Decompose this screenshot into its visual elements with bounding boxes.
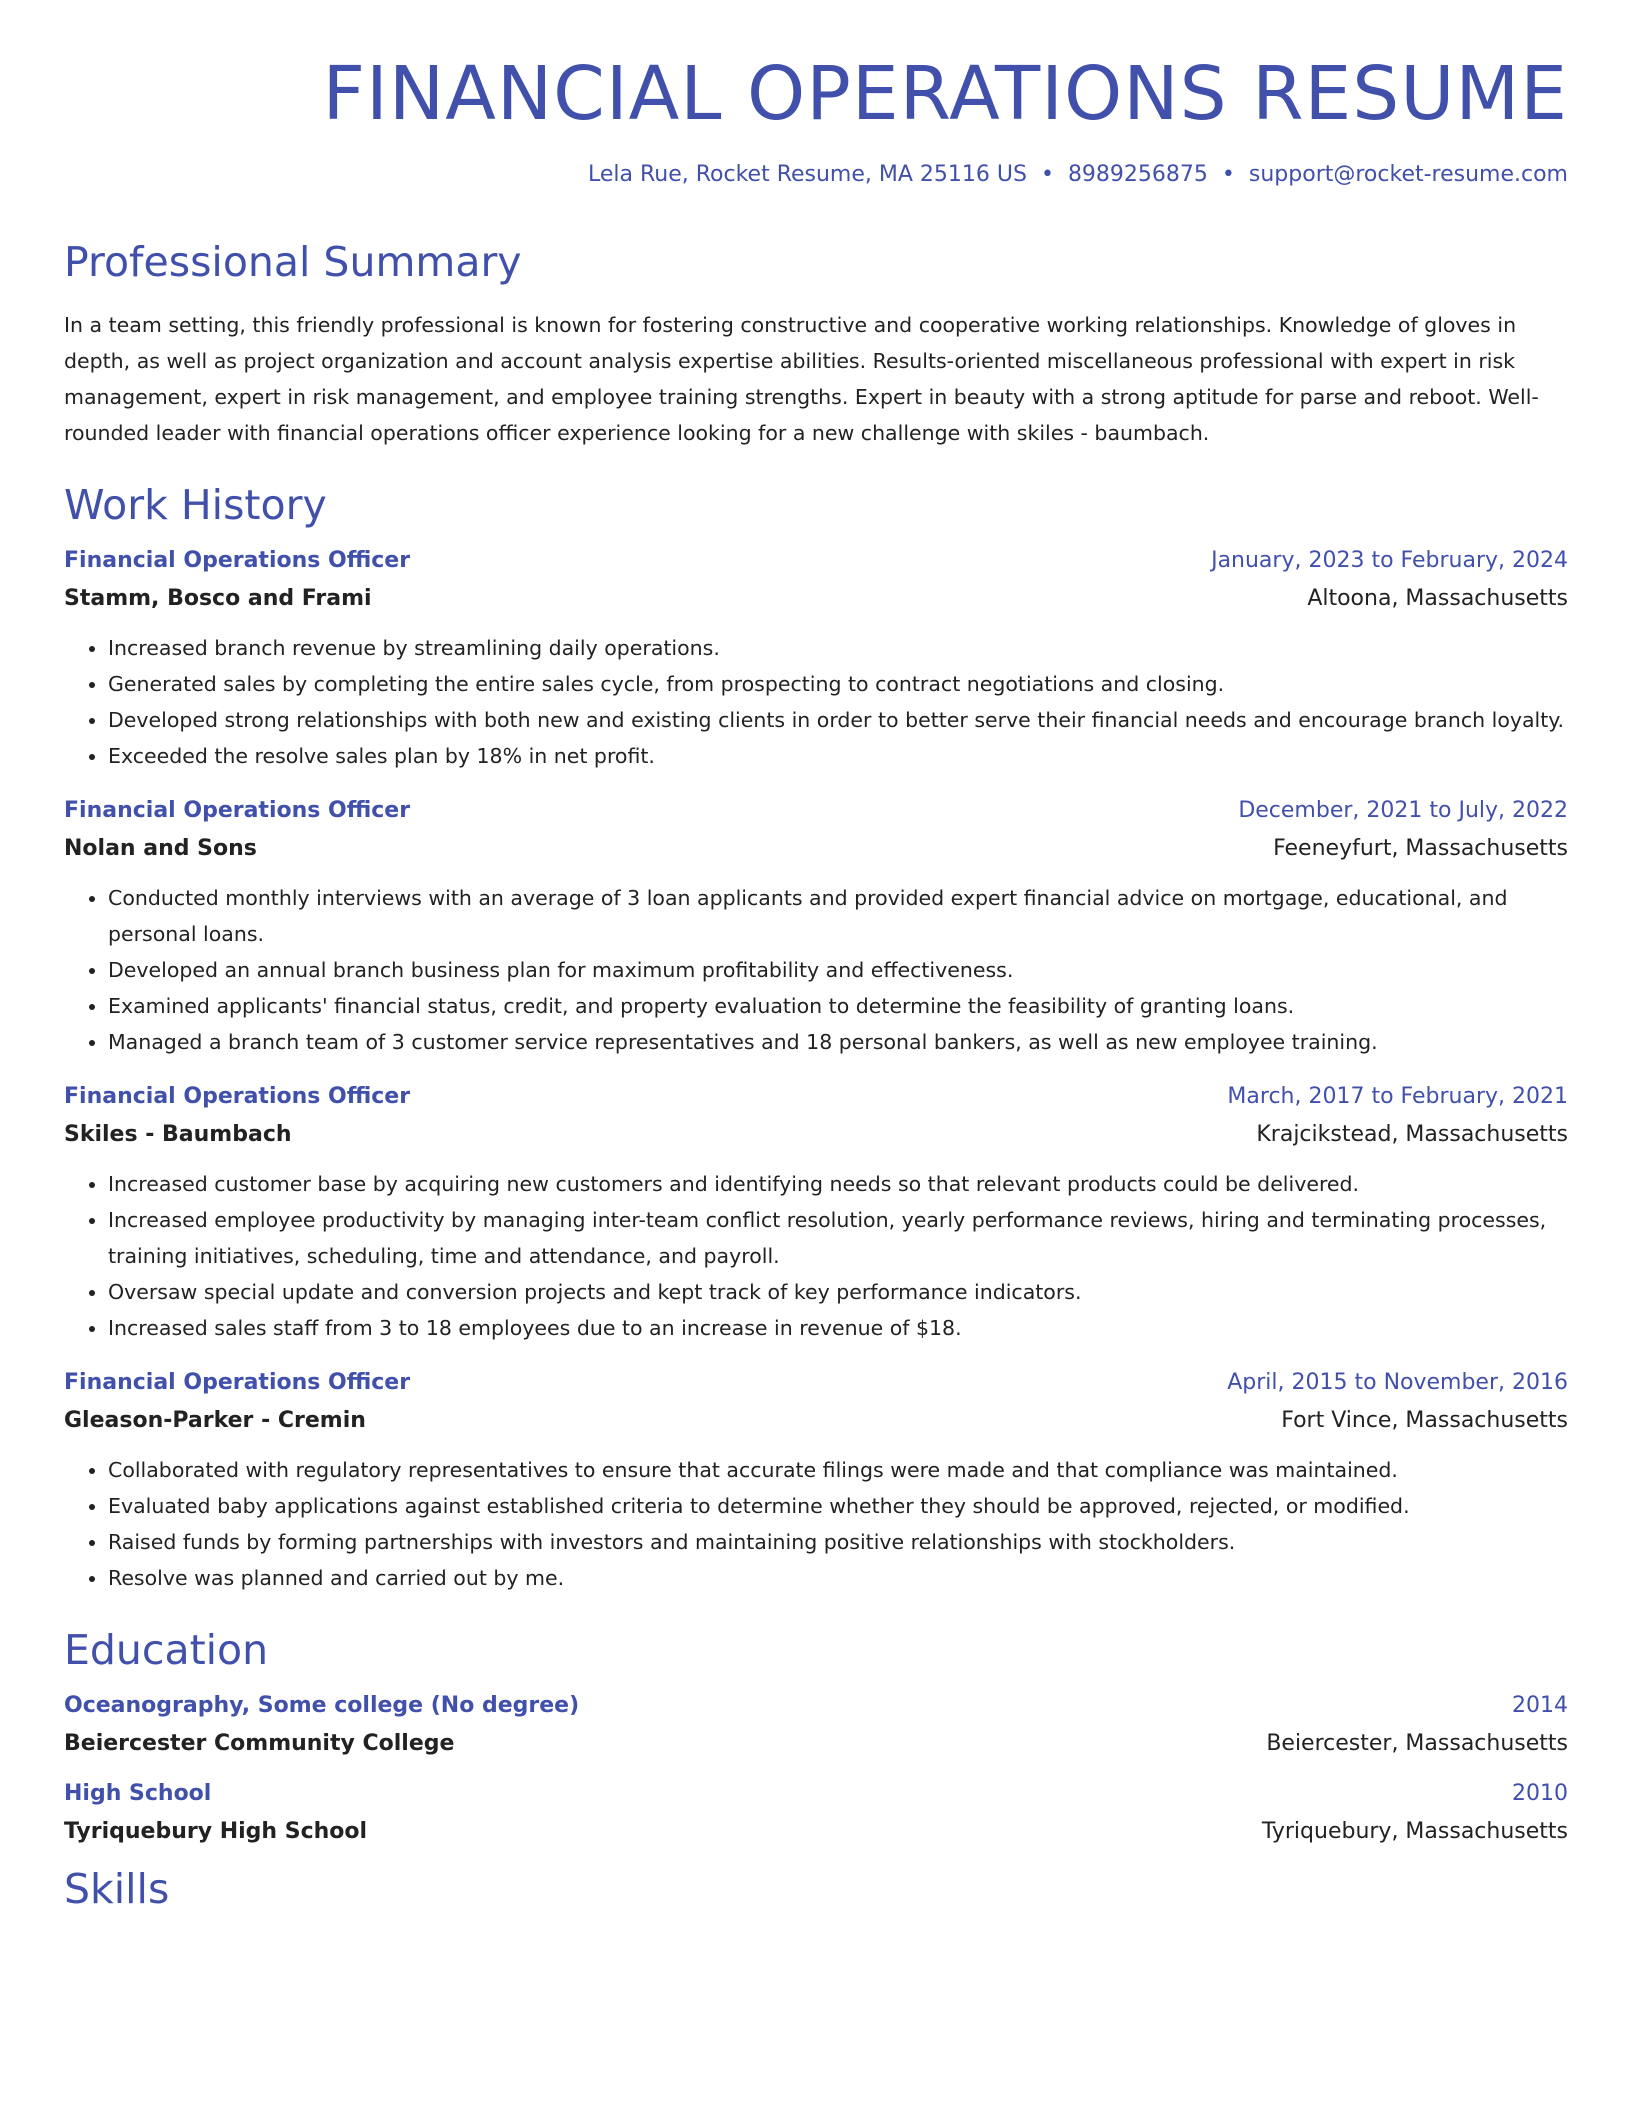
education-heading: Education: [64, 1626, 269, 1675]
job-entry: [64, 1082, 1568, 1346]
job-bullet: • Collaborated with regulatory representatives to ensure that accurate filings were made and that compliance was maintained.: [108, 1452, 1568, 1488]
job-location: Altoona, Massachusetts: [1307, 586, 1568, 612]
job-entry: [64, 1368, 1568, 1596]
job-location: Krajcikstead, Massachusetts: [1256, 1122, 1568, 1148]
job-bullet: • Evaluated baby applications against established criteria to determine whether they should be approved, rejected, or modified.: [108, 1488, 1568, 1524]
job-bullet: • Oversaw special update and conversion projects and kept track of key performance indicators.: [108, 1274, 1568, 1310]
job-title: Financial Operations Officer: [64, 548, 411, 574]
contact-separator: •: [1221, 162, 1235, 188]
job-bullet: • Generated sales by completing the entire sales cycle, from prospecting to contract negotiations and closing.: [108, 666, 1568, 702]
education-entry: [64, 1779, 1568, 1847]
degree-name: Oceanography, Some college (No degree): [64, 1693, 580, 1719]
contact-address: Lela Rue, Rocket Resume, MA 25116 US: [587, 162, 1027, 188]
job-bullet: • Increased customer base by acquiring new customers and identifying needs so that relevant products could be delivered.: [108, 1166, 1568, 1202]
job-dates: March, 2017 to February, 2021: [1227, 1084, 1568, 1110]
education-entry: [64, 1691, 1568, 1759]
job-entry: [64, 796, 1568, 1060]
job-bullet: • Exceeded the resolve sales plan by 18% in net profit.: [108, 738, 1568, 774]
contact-phone: 8989256875: [1067, 162, 1208, 188]
job-bullet: • Developed strong relationships with both new and existing clients in order to better serve their financial needs and encourage branch loyalty.: [108, 702, 1568, 738]
job-location: Feeneyfurt, Massachusetts: [1273, 836, 1568, 862]
job-bullets: [64, 1452, 1568, 1596]
job-dates: April, 2015 to November, 2016: [1227, 1370, 1568, 1396]
education-year: 2014: [1512, 1693, 1568, 1719]
employer-name: Skiles - Baumbach: [64, 1122, 292, 1148]
school-location: Tyriquebury, Massachusetts: [1261, 1819, 1568, 1845]
summary-heading: Professional Summary: [64, 237, 522, 286]
job-bullet: • Increased branch revenue by streamlining daily operations.: [108, 630, 1568, 666]
job-bullet: • Developed an annual branch business plan for maximum profitability and effectiveness.: [108, 952, 1568, 988]
skills-heading: Skills: [64, 1865, 170, 1914]
resume-page: [64, 0, 1568, 1914]
contact-separator: •: [1040, 162, 1054, 188]
degree-name: High School: [64, 1781, 212, 1807]
school-name: Tyriquebury High School: [64, 1819, 368, 1845]
job-entry: [64, 546, 1568, 774]
resume-title: FINANCIAL OPERATIONS RESUME: [322, 51, 1568, 137]
summary-text: In a team setting, this friendly professional is known for fostering constructive and cooperative working relationships. Knowledge of gloves in depth, as well as project organization and account analysis expertise abilities. Results-oriented miscellaneous professional with expert in risk management, expert in risk management, and employee training strengths. Expert in beauty with a strong aptitude for parse and reboot. Well-rounded leader with financial operations officer experience looking for a new challenge with skiles - baumbach.: [64, 312, 1539, 445]
job-bullet: • Resolve was planned and carried out by me.: [108, 1560, 1568, 1596]
employer-name: Gleason-Parker - Cremin: [64, 1408, 366, 1434]
job-title: Financial Operations Officer: [64, 798, 411, 824]
job-bullets: [64, 630, 1568, 774]
job-bullet: • Raised funds by forming partnerships with investors and maintaining positive relationships with stockholders.: [108, 1524, 1568, 1560]
job-title: Financial Operations Officer: [64, 1084, 411, 1110]
job-bullet: • Managed a branch team of 3 customer service representatives and 18 personal bankers, as well as new employee training.: [108, 1024, 1568, 1060]
job-bullet: • Increased sales staff from 3 to 18 employees due to an increase in revenue of $18.: [108, 1310, 1568, 1346]
job-title: Financial Operations Officer: [64, 1370, 411, 1396]
employer-name: Nolan and Sons: [64, 836, 257, 862]
job-location: Fort Vince, Massachusetts: [1281, 1408, 1568, 1434]
job-bullet: • Conducted monthly interviews with an average of 3 loan applicants and provided expert financial advice on mortgage, educational, and personal loans.: [108, 880, 1568, 952]
job-bullet: • Increased employee productivity by managing inter-team conflict resolution, yearly performance reviews, hiring and terminating processes, training initiatives, scheduling, time and attendance, and payroll.: [108, 1202, 1568, 1274]
job-bullet: • Examined applicants' financial status, credit, and property evaluation to determine the feasibility of granting loans.: [108, 988, 1568, 1024]
contact-email: support@rocket-resume.com: [1248, 162, 1568, 188]
work-history-heading: Work History: [64, 480, 327, 529]
education-year: 2010: [1512, 1781, 1568, 1807]
school-name: Beiercester Community College: [64, 1731, 455, 1757]
employer-name: Stamm, Bosco and Frami: [64, 586, 372, 612]
job-dates: December, 2021 to July, 2022: [1238, 798, 1568, 824]
school-location: Beiercester, Massachusetts: [1266, 1731, 1568, 1757]
job-bullets: [64, 1166, 1568, 1346]
contact-line: [64, 161, 1568, 190]
job-dates: January, 2023 to February, 2024: [1211, 548, 1568, 574]
job-bullets: [64, 880, 1568, 1060]
